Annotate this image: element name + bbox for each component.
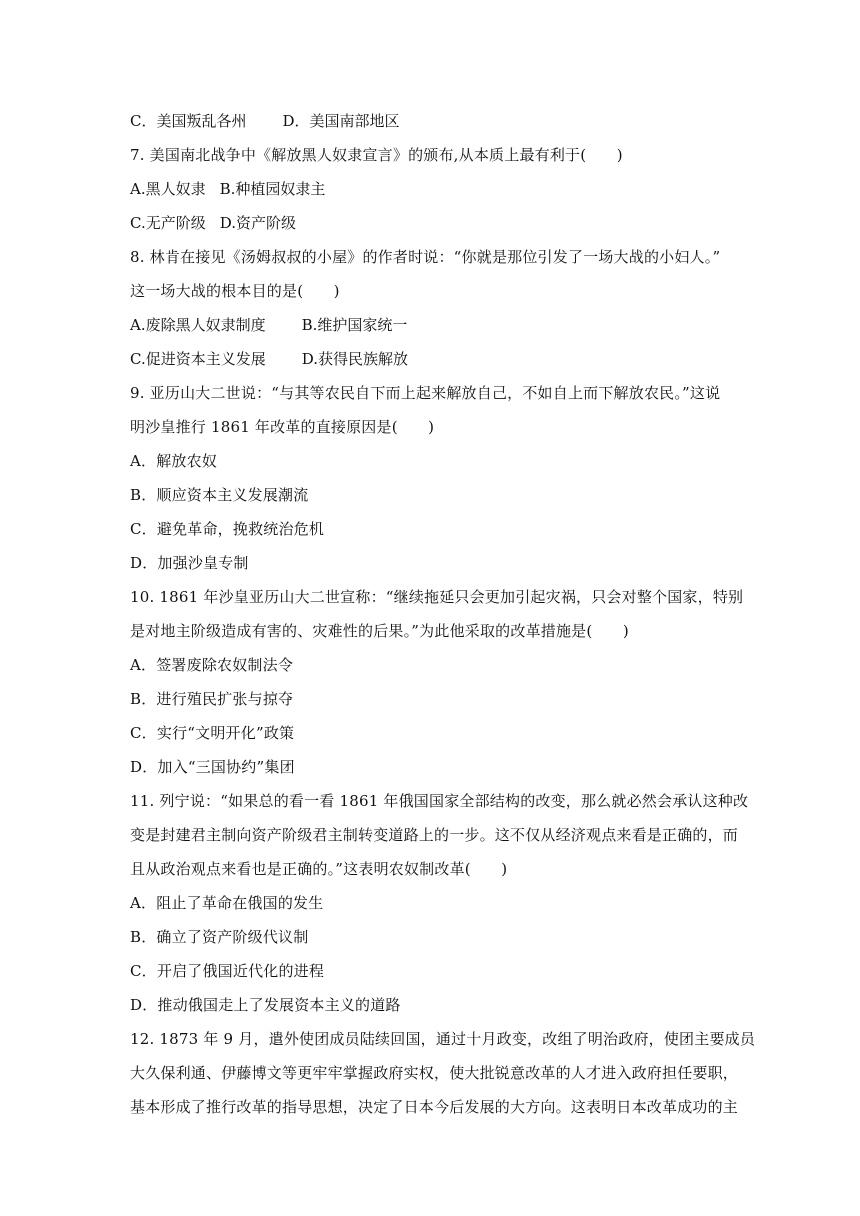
text-line: 9. 亚历山大二世说：“与其等农民自下而上起来解放自己，不如自上而下解放农民。”这说 — [130, 384, 721, 402]
text-line: C．开启了俄国近代化的进程 — [130, 962, 325, 980]
option-text: D.获得民族解放 — [301, 350, 408, 368]
text-line: 基本形成了推行改革的指导思想，决定了日本今后发展的大方向。这表明日本改革成功的主 — [130, 1098, 739, 1116]
option-text: C.无产阶级 — [130, 214, 206, 232]
text-line: C．实行“文明开化”政策 — [130, 724, 295, 742]
text-line: D．加入“三国协约”集团 — [130, 758, 295, 776]
text-line: A．签署废除农奴制法令 — [130, 656, 294, 674]
option-text: B.维护国家统一 — [301, 316, 408, 334]
option-text: A.黑人奴隶 — [130, 180, 206, 198]
text-line: B．进行殖民扩张与掠夺 — [130, 690, 294, 708]
text-line: 11. 列宁说：“如果总的看一看 1861 年俄国国家全部结构的改变，那么就必然会承认这种改 — [130, 792, 749, 810]
text-line: 8. 林肯在接见《汤姆叔叔的小屋》的作者时说：“你就是那位引发了一场大战的小妇人。” — [130, 248, 721, 266]
text-line: C．避免革命，挽救统治危机 — [130, 520, 325, 538]
option-pair — [130, 349, 408, 369]
option-text: D.资产阶级 — [219, 214, 296, 232]
option-text: D．美国南部地区 — [282, 112, 400, 130]
text-line: 明沙皇推行 1861 年改革的直接原因是( ) — [130, 418, 435, 436]
text-line: D．推动俄国走上了发展资本主义的道路 — [130, 996, 401, 1014]
text-line: 这一场大战的根本目的是( ) — [130, 282, 340, 300]
option-text: C.促进资本主义发展 — [130, 350, 266, 368]
text-line: 变是封建君主制向资产阶级君主制转变道路上的一步。这不仅从经济观点来看是正确的，而 — [130, 826, 739, 844]
text-line: 大久保利通、伊藤博文等更牢牢掌握政府实权，使大批锐意改革的人才进入政府担任要职， — [130, 1064, 739, 1082]
text-line: B．确立了资产阶级代议制 — [130, 928, 309, 946]
text-line: B．顺应资本主义发展潮流 — [130, 486, 309, 504]
text-line: A．阻止了革命在俄国的发生 — [130, 894, 324, 912]
option-pair — [130, 111, 400, 131]
text-line: 7. 美国南北战争中《解放黑人奴隶宣言》的颁布,从本质上最有利于( ) — [130, 146, 623, 164]
option-pair — [130, 179, 325, 199]
option-pair — [130, 213, 296, 233]
option-text: B.种植园奴隶主 — [219, 180, 326, 198]
option-pair — [130, 315, 407, 335]
text-line: D．加强沙皇专制 — [130, 554, 249, 572]
text-line: 且从政治观点来看也是正确的。”这表明农奴制改革( ) — [130, 860, 508, 878]
option-text: C．美国叛乱各州 — [130, 112, 247, 130]
text-line: A．解放农奴 — [130, 452, 218, 470]
option-text: A.废除黑人奴隶制度 — [130, 316, 266, 334]
text-line: 12. 1873 年 9 月，遣外使团成员陆续回国，通过十月政变，改组了明治政府，使团主要成员 — [130, 1030, 756, 1048]
text-line: 10. 1861 年沙皇亚历山大二世宣称：“继续拖延只会更加引起灾祸，只会对整个国家，特别 — [130, 588, 744, 606]
text-line: 是对地主阶级造成有害的、灾难性的后果。”为此他采取的改革措施是( ) — [130, 622, 629, 640]
